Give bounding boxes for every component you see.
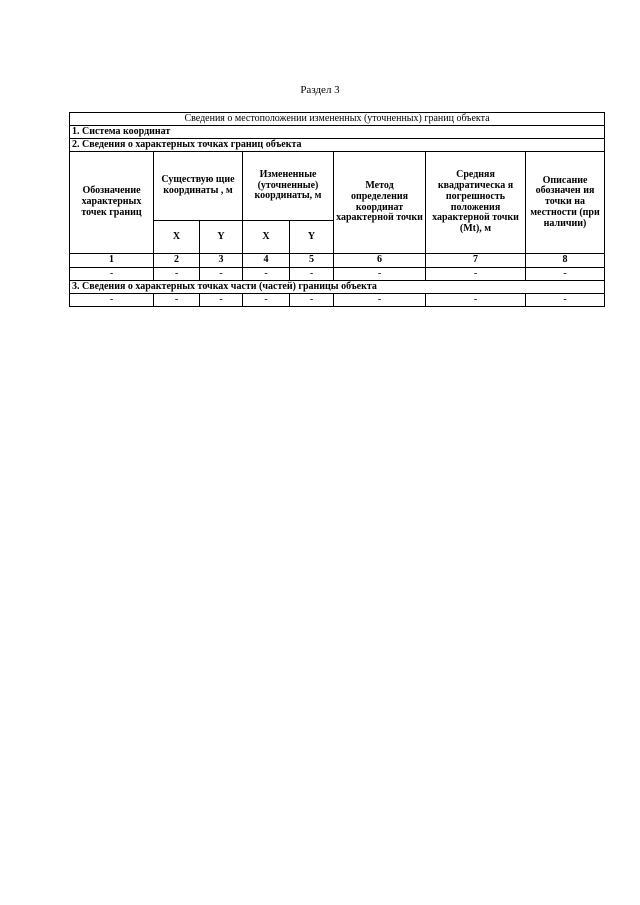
section-title: Раздел 3 xyxy=(300,84,340,96)
table-caption: Сведения о местоположении измененных (уточненных) границ объекта xyxy=(70,113,605,126)
boundary-points-table xyxy=(69,112,605,307)
header-changed-coordinates: Измененные (уточненные) координаты, м xyxy=(243,152,334,221)
table-cell: - xyxy=(200,294,243,307)
table-cell: - xyxy=(154,294,200,307)
table-cell: - xyxy=(70,294,154,307)
header-method: Метод определения координат характерной точки xyxy=(334,152,426,254)
header-y-existing: Y xyxy=(200,221,243,254)
header-error: Средняя квадратическа я погрешность положения характерной точки (Mt), м xyxy=(426,152,526,254)
subsection-part-boundary-points: 3. Сведения о характерных точках части (частей) границы объекта xyxy=(70,281,605,294)
header-existing-coordinates: Существую щие координаты , м xyxy=(154,152,243,221)
subsection-boundary-points: 2. Сведения о характерных точках границ объекта xyxy=(70,139,605,152)
table-cell: - xyxy=(426,294,526,307)
column-number: 4 xyxy=(243,254,290,268)
table-cell: - xyxy=(243,294,290,307)
header-x-changed: X xyxy=(243,221,290,254)
header-description: Описание обозначен ия точки на местности (при наличии) xyxy=(526,152,605,254)
column-number: 8 xyxy=(526,254,605,268)
column-number-row xyxy=(70,254,605,268)
column-number: 1 xyxy=(70,254,154,268)
header-designation: Обозначение характерных точек границ xyxy=(70,152,154,254)
column-number: 3 xyxy=(200,254,243,268)
table-cell: - xyxy=(290,268,334,281)
column-number: 2 xyxy=(154,254,200,268)
table-cell: - xyxy=(243,268,290,281)
table-cell: - xyxy=(290,294,334,307)
column-number: 6 xyxy=(334,254,426,268)
table-cell: - xyxy=(200,268,243,281)
table-row xyxy=(70,294,605,307)
table-cell: - xyxy=(154,268,200,281)
table-cell: - xyxy=(526,294,605,307)
header-y-changed: Y xyxy=(290,221,334,254)
table-cell: - xyxy=(334,268,426,281)
column-number: 5 xyxy=(290,254,334,268)
table-cell: - xyxy=(426,268,526,281)
table-cell: - xyxy=(70,268,154,281)
column-number: 7 xyxy=(426,254,526,268)
table-row xyxy=(70,268,605,281)
table-cell: - xyxy=(526,268,605,281)
table-cell: - xyxy=(334,294,426,307)
subsection-coordinate-system: 1. Система координат xyxy=(70,126,605,139)
header-x-existing: X xyxy=(154,221,200,254)
